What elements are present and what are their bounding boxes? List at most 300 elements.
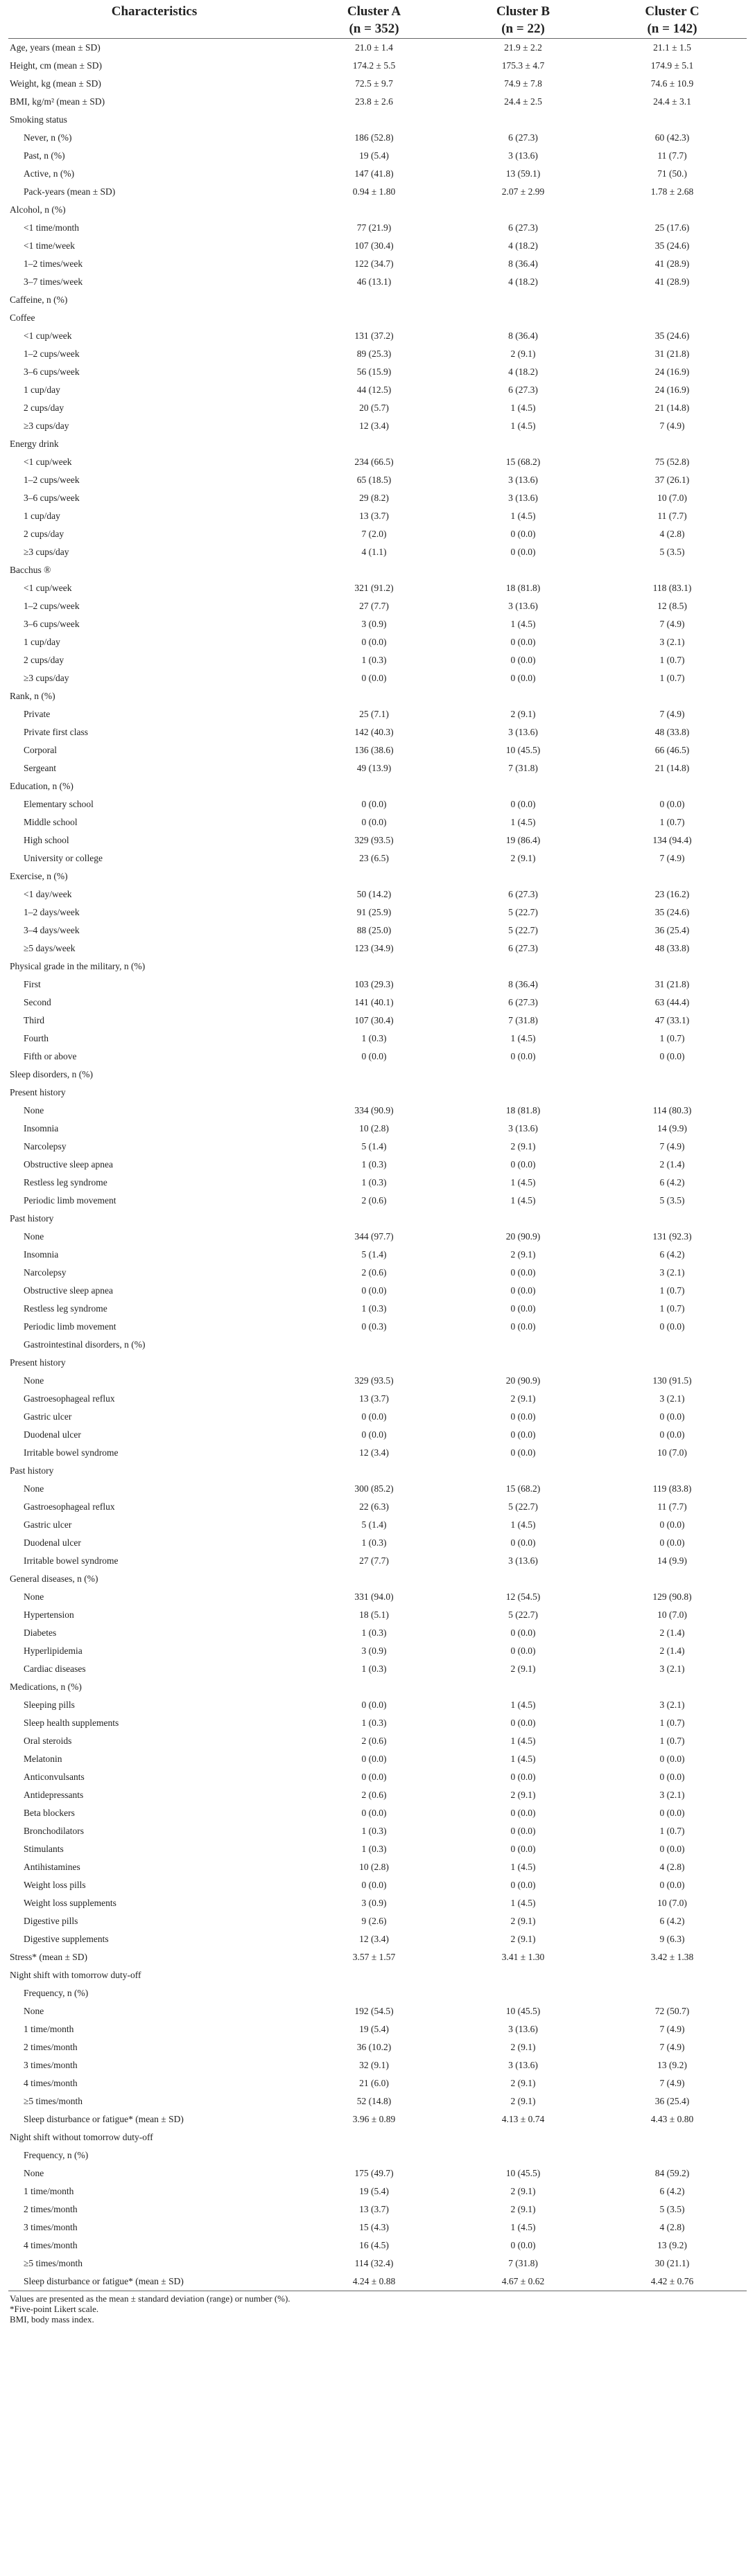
cluster-a-value: 3 (0.9) (361, 1898, 387, 1908)
table-row (8, 1696, 747, 1714)
row-label: ≥3 cups/day (24, 421, 69, 431)
cluster-c-value: 37 (26.1) (654, 475, 690, 485)
cluster-b-value: 10 (45.5) (505, 2168, 541, 2178)
row-label: Bacchus ® (10, 565, 51, 575)
cluster-b-value (449, 1084, 598, 1102)
cluster-a-value: 1 (0.3) (361, 1159, 387, 1170)
row-label: None (24, 1105, 44, 1115)
cluster-a-value: 329 (93.5) (354, 1375, 394, 1386)
table-row (8, 1768, 747, 1786)
cluster-a-value: 0 (0.0) (361, 1411, 387, 1422)
row-label: Never, n (%) (24, 132, 72, 143)
row-label: 3–6 cups/week (24, 619, 80, 629)
row-label: Coffee (10, 312, 35, 323)
table-row (8, 2128, 747, 2146)
cluster-b-value: 2 (9.1) (510, 709, 536, 719)
cluster-c-value: 21 (14.8) (654, 403, 690, 413)
cluster-b-value (449, 435, 598, 453)
cluster-c-value: 47 (33.1) (654, 1015, 690, 1025)
table-row (8, 165, 747, 183)
cluster-b-value: 10 (45.5) (505, 745, 541, 755)
cluster-c-value (598, 309, 747, 327)
table-row (8, 1660, 747, 1678)
cluster-c-value (598, 1966, 747, 1984)
cluster-c-value: 131 (92.3) (652, 1231, 692, 1242)
row-label: 2 times/month (24, 2204, 78, 2214)
cluster-a-value: 321 (91.2) (354, 583, 394, 593)
cluster-a-value: 1 (0.3) (361, 1844, 387, 1854)
cluster-c-value: 31 (21.8) (654, 349, 690, 359)
cluster-b-value: 3 (13.6) (508, 727, 538, 737)
cluster-b-value (449, 561, 598, 579)
cluster-a-value: 77 (21.9) (356, 222, 392, 233)
cluster-c-value (598, 867, 747, 885)
cluster-a-value: 22 (6.3) (359, 1501, 389, 1512)
table-row (8, 435, 747, 453)
cluster-a-value: 36 (10.2) (356, 2042, 392, 2052)
cluster-a-value (300, 1678, 449, 1696)
row-label: General diseases, n (%) (10, 1573, 98, 1584)
cluster-c-value: 63 (44.4) (654, 997, 690, 1007)
cluster-a-value (300, 1570, 449, 1588)
cluster-b-value: 2 (9.1) (510, 2078, 536, 2088)
cluster-a-value (300, 1462, 449, 1480)
table-row (8, 2200, 747, 2218)
cluster-a-value: 147 (41.8) (354, 168, 394, 179)
table-body (8, 39, 747, 2291)
cluster-a-value: 27 (7.7) (359, 601, 389, 611)
table-row (8, 75, 747, 93)
cluster-a-value: 20 (5.7) (359, 403, 389, 413)
table-row (8, 309, 747, 327)
cluster-c-value: 13 (9.2) (657, 2060, 687, 2070)
table-row (8, 1840, 747, 1858)
cluster-a-value: 19 (5.4) (359, 150, 389, 161)
cluster-c-value: 4.42 ± 0.76 (598, 2273, 747, 2291)
table-row (8, 2255, 747, 2273)
row-label: Past history (10, 1213, 54, 1224)
table-row (8, 1336, 747, 1354)
table-row (8, 994, 747, 1012)
row-label: Weight loss supplements (24, 1898, 116, 1908)
table-row (8, 2237, 747, 2255)
cluster-a-value: 56 (15.9) (356, 367, 392, 377)
cluster-c-value: 35 (24.6) (654, 907, 690, 917)
footnote: *Five-point Likert scale. (10, 2304, 99, 2314)
cluster-a-value: 3.96 ± 0.89 (352, 2114, 396, 2124)
cluster-a-value (300, 291, 449, 309)
table-row (8, 579, 747, 597)
cluster-b-value: 0 (0.0) (510, 1267, 536, 1278)
row-label: Past, n (%) (24, 150, 65, 161)
cluster-a-value (300, 1336, 449, 1354)
cluster-c-value: 4 (2.8) (659, 2222, 685, 2232)
table-row (8, 1588, 747, 1606)
cluster-a-value: 19 (5.4) (359, 2024, 389, 2034)
cluster-a-value: 23.8 ± 2.6 (355, 96, 393, 107)
row-label: Restless leg syndrome (24, 1303, 107, 1314)
row-label: Education, n (%) (10, 781, 73, 791)
table-row (8, 2020, 747, 2038)
cluster-b-value: 8 (36.4) (508, 979, 538, 989)
cluster-a-value: 88 (25.0) (356, 925, 392, 935)
row-label: Physical grade in the military, n (%) (10, 961, 146, 971)
cluster-c-value (598, 1462, 747, 1480)
row-label: Night shift without tomorrow duty-off (10, 2132, 153, 2142)
cluster-b-value: 5 (22.7) (508, 907, 538, 917)
row-label: Anticonvulsants (24, 1772, 85, 1782)
cluster-b-value: 0 (0.0) (510, 1826, 536, 1836)
table-row (8, 489, 747, 507)
cluster-b-value: 4 (18.2) (508, 367, 538, 377)
table-row (8, 597, 747, 615)
row-label: 3–6 cups/week (24, 493, 80, 503)
cluster-b-value: 1 (4.5) (510, 1033, 536, 1043)
cluster-a-value: 0 (0.0) (361, 817, 387, 827)
cluster-c-value: 4 (2.8) (659, 529, 685, 539)
cluster-a-value: 91 (25.9) (356, 907, 392, 917)
row-label: Irritable bowel syndrome (24, 1555, 119, 1566)
cluster-b-value (449, 687, 598, 705)
cluster-c-value: 5 (3.5) (659, 2204, 685, 2214)
cluster-b-value: 4 (18.2) (508, 276, 538, 287)
table-row (8, 1912, 747, 1930)
cluster-a-value: 344 (97.7) (354, 1231, 394, 1242)
table-row (8, 255, 747, 273)
table-row (8, 1318, 747, 1336)
cluster-b-value: 3.41 ± 1.30 (501, 1952, 545, 1962)
cluster-a-value: 1 (0.3) (361, 1826, 387, 1836)
cluster-b-value: 0 (0.0) (510, 1429, 536, 1440)
row-label: Private (24, 709, 51, 719)
row-label: Sleep disorders, n (%) (10, 1069, 93, 1079)
table-row (8, 2074, 747, 2092)
cluster-a-value: 23 (6.5) (359, 853, 389, 863)
table-row (8, 1552, 747, 1570)
table-row (8, 1534, 747, 1552)
cluster-b-value: 1 (4.5) (510, 1898, 536, 1908)
cluster-a-value: 15 (4.3) (359, 2222, 389, 2232)
row-label: 1 time/month (24, 2024, 74, 2034)
cluster-c-value (598, 1984, 747, 2002)
table-row (8, 381, 747, 399)
row-label: Weight loss pills (24, 1880, 86, 1890)
cluster-b-value: 2 (9.1) (510, 1934, 536, 1944)
row-label: Third (24, 1015, 44, 1025)
table-row (8, 1678, 747, 1696)
cluster-c-value (598, 2146, 747, 2164)
cluster-b-value (449, 777, 598, 795)
row-label: <1 cup/week (24, 457, 72, 467)
cluster-a-value: 141 (40.1) (354, 997, 394, 1007)
cluster-c-value (598, 1354, 747, 1372)
table-row (8, 2273, 747, 2291)
cluster-a-value: 0 (0.0) (361, 799, 387, 809)
cluster-a-value: 29 (8.2) (359, 493, 389, 503)
cluster-c-value: 0 (0.0) (659, 1808, 685, 1818)
row-label: Sleep disturbance or fatigue* (mean ± SD) (8, 2273, 300, 2291)
row-label: <1 cup/week (24, 330, 72, 341)
cluster-b-value (449, 1210, 598, 1228)
cluster-b-value: 3 (13.6) (508, 601, 538, 611)
cluster-a-value: 13 (3.7) (359, 511, 389, 521)
row-label: Duodenal ulcer (24, 1537, 81, 1548)
cluster-b-value: 1 (4.5) (510, 403, 536, 413)
row-label: Private first class (24, 727, 88, 737)
cluster-a-value: 18 (5.1) (359, 1609, 389, 1620)
cluster-c-value: 11 (7.7) (657, 511, 687, 521)
cluster-b-value (449, 1966, 598, 1984)
row-label: Active, n (%) (24, 168, 75, 179)
cluster-a-value: 21 (6.0) (359, 2078, 389, 2088)
header-cluster-a-n: (n = 352) (300, 20, 449, 39)
cluster-a-value: 192 (54.5) (354, 2006, 394, 2016)
table-row (8, 633, 747, 651)
table-header (8, 0, 747, 39)
cluster-c-value: 30 (21.1) (654, 2258, 690, 2268)
cluster-b-value: 0 (0.0) (510, 1880, 536, 1890)
cluster-b-value: 3 (13.6) (508, 150, 538, 161)
cluster-b-value: 18 (81.8) (505, 1105, 541, 1115)
row-label: <1 day/week (24, 889, 72, 899)
table-row (8, 687, 747, 705)
cluster-c-value: 7 (4.9) (659, 421, 685, 431)
cluster-b-value: 3 (13.6) (508, 2024, 538, 2034)
row-label: Caffeine, n (%) (10, 294, 68, 305)
cluster-a-value: 334 (90.9) (354, 1105, 394, 1115)
cluster-a-value: 0 (0.0) (361, 637, 387, 647)
row-label: Bronchodilators (24, 1826, 84, 1836)
cluster-b-value: 1 (4.5) (510, 1754, 536, 1764)
cluster-c-value: 6 (4.2) (659, 1249, 685, 1260)
cluster-a-value: 331 (94.0) (354, 1591, 394, 1602)
cluster-a-value: 0 (0.0) (361, 1772, 387, 1782)
table-row (8, 1822, 747, 1840)
row-label: Insomnia (24, 1123, 59, 1133)
cluster-c-value (598, 2128, 747, 2146)
cluster-c-value: 1 (0.7) (659, 1826, 685, 1836)
cluster-a-value (300, 435, 449, 453)
cluster-c-value: 130 (91.5) (652, 1375, 692, 1386)
cluster-a-value: 9 (2.6) (361, 1916, 387, 1926)
table-row (8, 1282, 747, 1300)
row-label: Corporal (24, 745, 57, 755)
cluster-c-value: 6 (4.2) (659, 1177, 685, 1188)
row-label: Diabetes (24, 1627, 57, 1638)
cluster-b-value: 1 (4.5) (510, 1700, 536, 1710)
row-label: Pack-years (mean ± SD) (24, 186, 116, 197)
table-row (8, 1372, 747, 1390)
table-row (8, 1948, 747, 1966)
row-label: Gastrointestinal disorders, n (%) (24, 1339, 146, 1350)
cluster-c-value: 174.9 ± 5.1 (650, 60, 694, 71)
cluster-b-value (449, 1984, 598, 2002)
cluster-c-value (598, 1066, 747, 1084)
header-cluster-b: Cluster B (496, 4, 550, 19)
table-row (8, 417, 747, 435)
cluster-b-value (449, 111, 598, 129)
cluster-c-value: 7 (4.9) (659, 1141, 685, 1152)
table-row (8, 976, 747, 994)
cluster-b-value: 0 (0.0) (510, 547, 536, 557)
cluster-b-value: 4 (18.2) (508, 240, 538, 251)
table-row (8, 2056, 747, 2074)
cluster-a-value: 0 (0.0) (361, 1285, 387, 1296)
table-row (8, 1120, 747, 1138)
row-label: Gastroesophageal reflux (24, 1393, 115, 1404)
cluster-c-value: 24 (16.9) (654, 385, 690, 395)
table-row (8, 237, 747, 255)
cluster-a-value: 3.57 ± 1.57 (352, 1952, 396, 1962)
table-row (8, 1498, 747, 1516)
row-label: Exercise, n (%) (10, 871, 68, 881)
row-label: Rank, n (%) (10, 691, 55, 701)
cluster-b-value: 0 (0.0) (510, 1537, 536, 1548)
table-row (8, 669, 747, 687)
table-row (8, 1984, 747, 2002)
table-row (8, 363, 747, 381)
cluster-b-value: 0 (0.0) (510, 1718, 536, 1728)
row-label: 3–4 days/week (24, 925, 80, 935)
table-row (8, 1264, 747, 1282)
cluster-a-value (300, 561, 449, 579)
cluster-b-value: 2 (9.1) (510, 2096, 536, 2106)
row-label: Stimulants (24, 1844, 64, 1854)
row-label: 3–7 times/week (24, 276, 83, 287)
row-label: 3 times/month (24, 2060, 78, 2070)
cluster-c-value: 60 (42.3) (654, 132, 690, 143)
cluster-c-value: 11 (7.7) (657, 150, 687, 161)
table-row (8, 1570, 747, 1588)
table-row (8, 327, 747, 345)
cluster-b-value: 3 (13.6) (508, 1555, 538, 1566)
row-label: <1 time/month (24, 222, 79, 233)
cluster-c-value: 5 (3.5) (659, 547, 685, 557)
row-label: Narcolepsy (24, 1141, 67, 1152)
row-label: High school (24, 835, 69, 845)
cluster-c-value (598, 111, 747, 129)
row-label: 1–2 cups/week (24, 349, 80, 359)
table-row (8, 1606, 747, 1624)
table-row (8, 1066, 747, 1084)
cluster-a-value: 122 (34.7) (354, 258, 394, 269)
cluster-b-value (449, 2146, 598, 2164)
cluster-b-value (449, 1066, 598, 1084)
cluster-c-value: 118 (83.1) (652, 583, 692, 593)
table-row (8, 1354, 747, 1372)
table-row (8, 561, 747, 579)
cluster-a-value: 52 (14.8) (356, 2096, 392, 2106)
row-label: Narcolepsy (24, 1267, 67, 1278)
cluster-b-value: 0 (0.0) (510, 1447, 536, 1458)
cluster-b-value: 10 (45.5) (505, 2006, 541, 2016)
cluster-c-value: 1 (0.7) (659, 673, 685, 683)
cluster-a-value: 1 (0.3) (361, 1627, 387, 1638)
table-row (8, 399, 747, 417)
table-row (8, 1444, 747, 1462)
table-row (8, 1750, 747, 1768)
table-row (8, 651, 747, 669)
row-label: University or college (24, 853, 103, 863)
cluster-a-value (300, 867, 449, 885)
cluster-c-value (598, 687, 747, 705)
cluster-b-value: 1 (4.5) (510, 421, 536, 431)
row-label: 1–2 times/week (24, 258, 83, 269)
cluster-b-value: 0 (0.0) (510, 637, 536, 647)
cluster-a-value: 0.94 ± 1.80 (352, 186, 396, 197)
cluster-b-value (449, 1462, 598, 1480)
cluster-b-value: 6 (27.3) (508, 943, 538, 953)
table-row (8, 345, 747, 363)
cluster-b-value: 6 (27.3) (508, 222, 538, 233)
cluster-a-value: 1 (0.3) (361, 1664, 387, 1674)
cluster-c-value (598, 1210, 747, 1228)
row-label: None (24, 2168, 44, 2178)
cluster-a-value: 49 (13.9) (356, 763, 392, 773)
cluster-b-value: 0 (0.0) (510, 799, 536, 809)
cluster-c-value: 48 (33.8) (654, 727, 690, 737)
cluster-a-value: 44 (12.5) (356, 385, 392, 395)
row-label: Melatonin (24, 1754, 62, 1764)
cluster-c-value: 25 (17.6) (654, 222, 690, 233)
cluster-a-value: 0 (0.0) (361, 1429, 387, 1440)
header-cluster-a: Cluster A (347, 4, 401, 19)
row-label: 2 cups/day (24, 529, 64, 539)
cluster-c-value: 7 (4.9) (659, 619, 685, 629)
cluster-a-value: 2 (0.6) (361, 1790, 387, 1800)
cluster-c-value: 13 (9.2) (657, 2240, 687, 2250)
cluster-b-value: 21.9 ± 2.2 (504, 42, 542, 53)
cluster-c-value (598, 777, 747, 795)
row-label: Fourth (24, 1033, 49, 1043)
row-label: <1 time/week (24, 240, 75, 251)
table-row (8, 1084, 747, 1102)
cluster-c-value: 3 (2.1) (659, 1664, 685, 1674)
cluster-a-value: 72.5 ± 9.7 (355, 78, 393, 89)
cluster-b-value: 3 (13.6) (508, 475, 538, 485)
table-row (8, 507, 747, 525)
cluster-c-value: 10 (7.0) (657, 1898, 687, 1908)
table-row (8, 129, 747, 147)
row-label: Cardiac diseases (24, 1664, 86, 1674)
cluster-a-value: 65 (18.5) (356, 475, 392, 485)
cluster-c-value: 10 (7.0) (657, 1447, 687, 1458)
cluster-a-value (300, 687, 449, 705)
table-row (8, 1624, 747, 1642)
cluster-c-value: 0 (0.0) (659, 1051, 685, 1061)
table-row (8, 921, 747, 939)
cluster-c-value: 6 (4.2) (659, 1916, 685, 1926)
table-row (8, 741, 747, 759)
cluster-b-value: 6 (27.3) (508, 889, 538, 899)
row-label: Periodic limb movement (24, 1195, 116, 1206)
cluster-c-value: 1 (0.7) (659, 655, 685, 665)
table-row (8, 867, 747, 885)
cluster-a-value: 7 (2.0) (361, 529, 387, 539)
cluster-c-value: 35 (24.6) (654, 240, 690, 251)
cluster-c-value: 66 (46.5) (654, 745, 690, 755)
cluster-a-value: 3 (0.9) (361, 1646, 387, 1656)
table-row (8, 1516, 747, 1534)
cluster-c-value: 3 (2.1) (659, 1790, 685, 1800)
row-label: Elementary school (24, 799, 94, 809)
cluster-b-value: 1 (4.5) (510, 1862, 536, 1872)
cluster-b-value: 4.67 ± 0.62 (449, 2273, 598, 2291)
cluster-a-value (300, 309, 449, 327)
cluster-c-value (598, 958, 747, 976)
table-row (8, 183, 747, 201)
cluster-c-value: 71 (50.) (657, 168, 687, 179)
